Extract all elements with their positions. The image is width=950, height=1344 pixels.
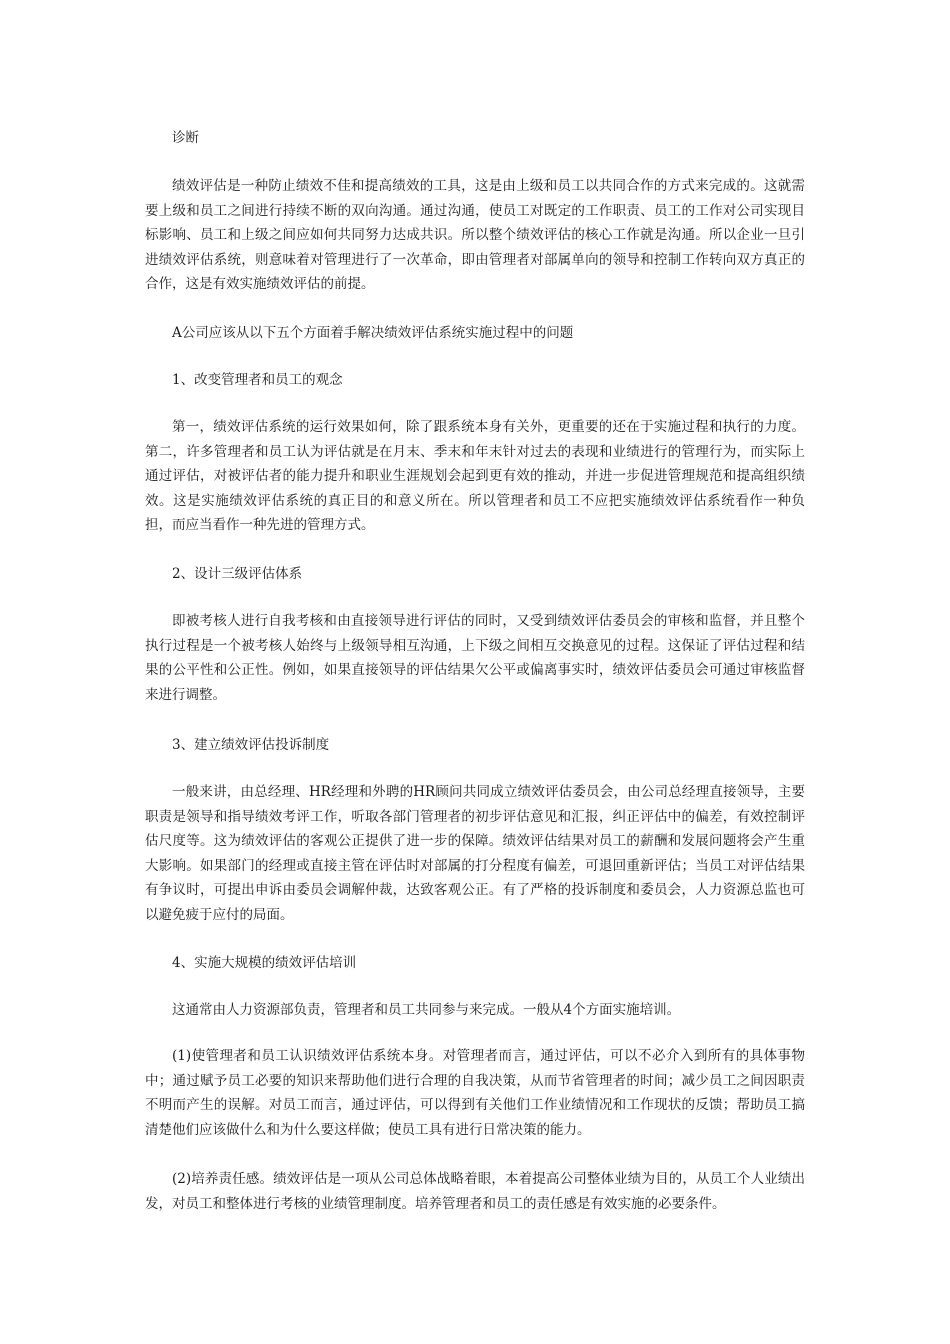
paragraph-section-4-item-2: (2)培养责任感。绩效评估是一项从公司总体战略着眼，本着提高公司整体业绩为目的，从员工个人业绩出发，对员工和整体进行考核的业绩管理制度。培养管理者和员工的责任感是有效实施的必要条件。 — [145, 1171, 805, 1212]
paragraph-intro: 绩效评估是一种防止绩效不佳和提高绩效的工具，这是由上级和员工以共同合作的方式来完成的。这就需要上级和员工之间进行持续不断的双向沟通。通过沟通，使员工对既定的工作职责、员工的工作对公司实现目标影响、员工和上级之间应如何共同努力达成共识。所以整个绩效评估的核心工作就是沟通。所以企业一旦引进绩效评估系统，则意味着对管理进行了一次革命，即由管理者对部属单向的领导和控制工作转向双方真正的合作，这是有效实施绩效评估的前提。 — [145, 178, 805, 292]
heading-section-4: 4、实施大规模的绩效评估培训 — [172, 955, 357, 971]
heading-section-2: 2、设计三级评估体系 — [172, 566, 303, 582]
paragraph-section-4: 这通常由人力资源部负责，管理者和员工共同参与来完成。一般从4个方面实施培训。 — [172, 1002, 681, 1018]
heading-section-1: 1、改变管理者和员工的观念 — [172, 372, 343, 388]
paragraph-section-3: 一般来讲，由总经理、HR经理和外聘的HR顾问共同成立绩效评估委员会，由公司总经理直接领导，主要职责是领导和指导绩效考评工作，听取各部门管理者的初步评估意见和汇报，纠正评估中的偏差，有效控制评估尺度等。这为绩效评估的客观公正提供了进一步的保障。绩效评估结果对员工的薪酬和发展问题将会产生重大影响。如果部门的经理或直接主管在评估时对部属的打分程度有偏差，可退回重新评估；当员工对评估结果有争议时，可提出申诉由委员会调解仲裁，达致客观公正。有了严格的投诉制度和委员会，人力资源总监也可以避免疲于应付的局面。 — [145, 784, 805, 923]
heading-section-3: 3、建立绩效评估投诉制度 — [172, 737, 330, 753]
paragraph-five-aspects: A公司应该从以下五个方面着手解决绩效评估系统实施过程中的问题 — [172, 325, 574, 341]
paragraph-section-1: 第一，绩效评估系统的运行效果如何，除了跟系统本身有关外，更重要的还在于实施过程和执行的力度。第二，许多管理者和员工认为评估就是在月末、季末和年末针对过去的表现和业绩进行的管理行为，而实际上通过评估，对被评估者的能力提升和职业生涯规划会起到更有效的推动，并进一步促进管理规范和提高组织绩效。这是实施绩效评估系统的真正目的和意义所在。所以管理者和员工不应把实施绩效评估系统看作一种负担，而应当看作一种先进的管理方式。 — [145, 419, 805, 533]
paragraph-section-4-item-1: (1)使管理者和员工认识绩效评估系统本身。对管理者而言，通过评估，可以不必介入到所有的具体事物中；通过赋予员工必要的知识来帮助他们进行合理的自我决策，从而节省管理者的时间；减少员工之间因职责不明而产生的误解。对员工而言，通过评估，可以得到有关他们工作业绩情况和工作现状的反馈；帮助员工搞清楚他们应该做什么和为什么要这样做；使员工具有进行日常决策的能力。 — [145, 1048, 805, 1138]
paragraph-section-2: 即被考核人进行自我考核和由直接领导进行评估的同时，又受到绩效评估委员会的审核和监督，并且整个执行过程是一个被考核人始终与上级领导相互沟通，上下级之间相互交换意见的过程。这保证了评估过程和结果的公平性和公正性。例如，如果直接领导的评估结果欠公平或偏离事实时，绩效评估委员会可通过审核监督来进行调整。 — [145, 613, 805, 703]
heading-diagnosis: 诊断 — [172, 130, 199, 146]
